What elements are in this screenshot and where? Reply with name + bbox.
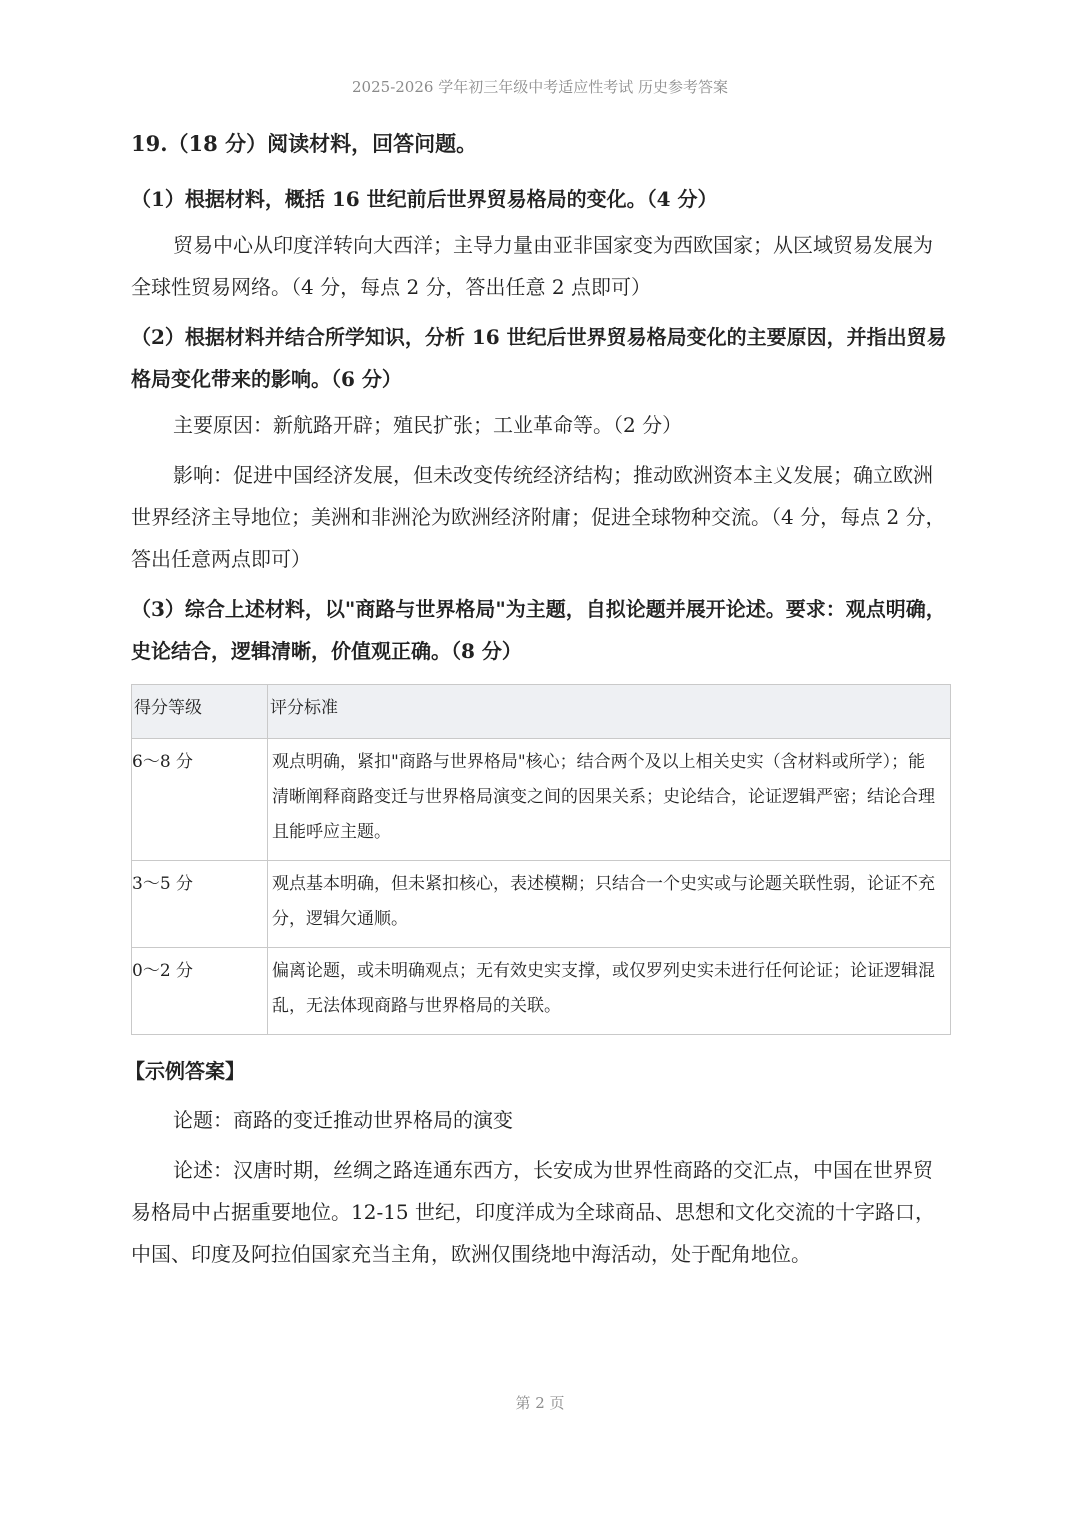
rubric-row — [132, 739, 951, 861]
question-title: 19.（18 分）阅读材料，回答问题。 — [131, 131, 478, 156]
rubric-header-criteria: 评分标准 — [268, 685, 951, 739]
rubric-row — [132, 861, 951, 948]
rubric-header-level: 得分等级 — [132, 685, 268, 739]
sub-question-3: （3）综合上述材料，以"商路与世界格局"为主题，自拟论题并展开论述。要求：观点明确，史论结合，逻辑清晰，价值观正确。（8 分） — [131, 597, 946, 663]
rubric-criteria: 观点基本明确，但未紧扣核心，表述模糊；只结合一个史实或与论题关联性弱，论证不充分，逻辑欠通顺。 — [268, 861, 951, 948]
rubric-level: 0～2 分 — [132, 948, 268, 1035]
answer-2-reason: 主要原因：新航路开辟；殖民扩张；工业革命等。（2 分） — [173, 413, 683, 437]
sub-question-1: （1）根据材料，概括 16 世纪前后世界贸易格局的变化。（4 分） — [131, 187, 718, 211]
rubric-table — [131, 684, 951, 1035]
sample-answer-heading: 【示例答案】 — [125, 1059, 245, 1083]
rubric-level: 3～5 分 — [132, 861, 268, 948]
answer-1: 贸易中心从印度洋转向大西洋；主导力量由亚非国家变为西欧国家；从区域贸易发展为全球性贸易网络。（4 分，每点 2 分，答出任意 2 点即可） — [131, 233, 933, 299]
rubric-row — [132, 948, 951, 1035]
answer-content — [125, 128, 951, 1283]
sample-argument: 论述：汉唐时期，丝绸之路连通东西方，长安成为世界性商路的交汇点，中国在世界贸易格局中占据重要地位。12-15 世纪，印度洋成为全球商品、思想和文化交流的十字路口，中国、印度及阿拉伯国家充当主角，欧洲仅围绕地中海活动，处于配角地位。 — [131, 1158, 936, 1266]
page-header: 2025-2026 学年初三年级中考适应性考试 历史参考答案 — [352, 78, 728, 96]
rubric-criteria: 观点明确，紧扣"商路与世界格局"核心；结合两个及以上相关史实（含材料或所学）；能清晰阐释商路变迁与世界格局演变之间的因果关系；史论结合，论证逻辑严密；结论合理且能呼应主题。 — [268, 739, 951, 861]
sample-topic: 论题：商路的变迁推动世界格局的演变 — [173, 1108, 513, 1132]
answer-2-impact: 影响：促进中国经济发展，但未改变传统经济结构；推动欧洲资本主义发展；确立欧洲世界经济主导地位；美洲和非洲沦为欧洲经济附庸；促进全球物种交流。（4 分，每点 2 分，答出任意两点即可） — [131, 463, 946, 571]
rubric-header-row — [132, 685, 951, 739]
rubric-level: 6～8 分 — [132, 739, 268, 861]
rubric-criteria: 偏离论题，或未明确观点；无有效史实支撑，或仅罗列史实未进行任何论证；论证逻辑混乱，无法体现商路与世界格局的关联。 — [268, 948, 951, 1035]
sub-question-2: （2）根据材料并结合所学知识，分析 16 世纪后世界贸易格局变化的主要原因，并指出贸易格局变化带来的影响。（6 分） — [131, 325, 947, 391]
page-number: 第 2 页 — [515, 1394, 565, 1412]
